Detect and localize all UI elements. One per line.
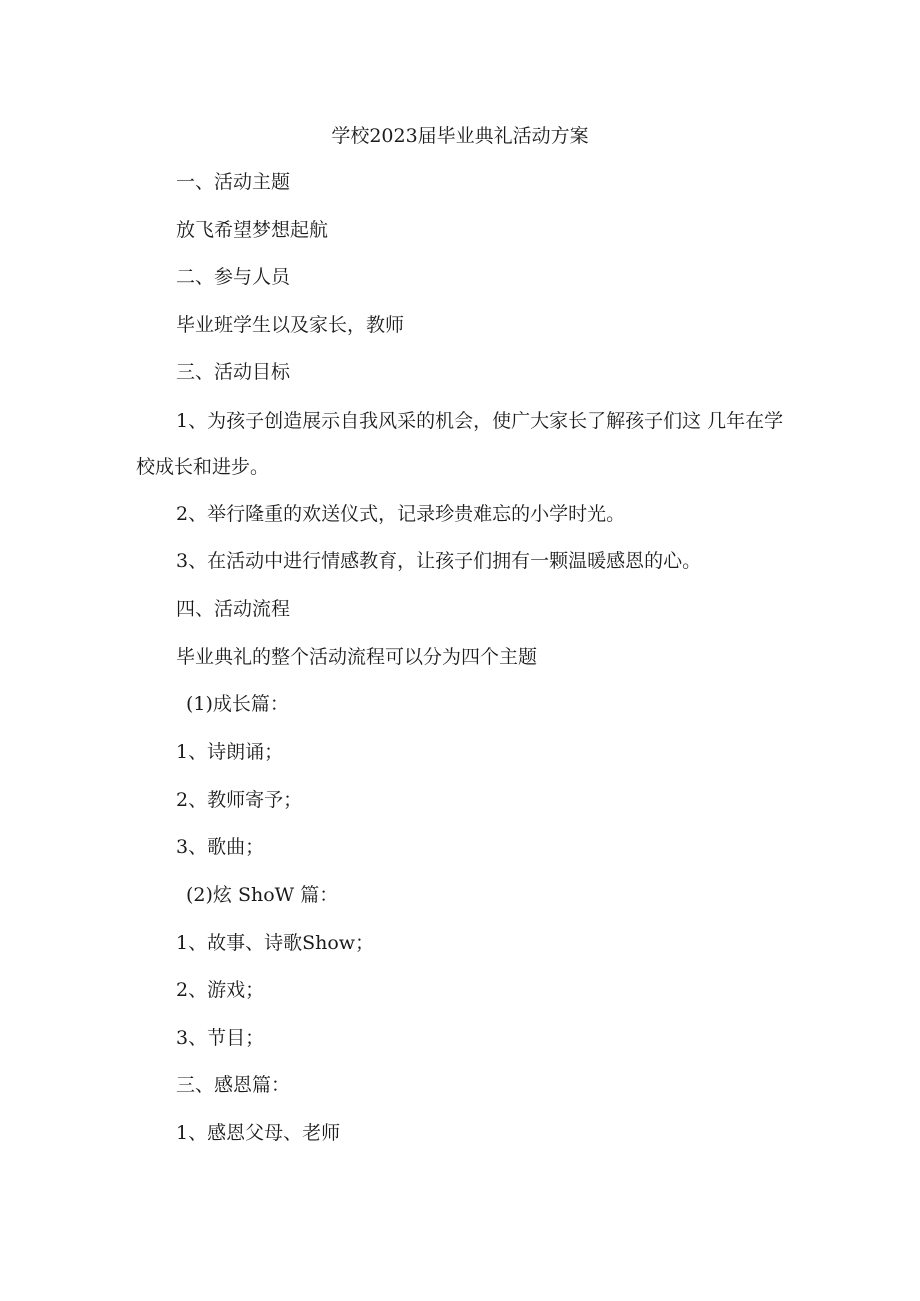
- process-intro: 毕业典礼的整个活动流程可以分为四个主题: [176, 646, 538, 668]
- list-item: 2、教师寄予；: [176, 789, 303, 811]
- section-heading-goals: 三、活动目标: [176, 361, 291, 383]
- section-heading-process: 四、活动流程: [176, 598, 291, 620]
- part-heading-growth: (1)成长篇：: [186, 693, 289, 715]
- list-item: 1、感恩父母、老师: [176, 1122, 341, 1144]
- goal-item-3: 3、在活动中进行情感教育，让孩子们拥有一颗温暖感恩的心。: [176, 550, 702, 572]
- part-heading-show: (2)炫 ShoW 篇：: [186, 884, 339, 906]
- part-heading-gratitude: 三、感恩篇：: [176, 1074, 291, 1096]
- document-title: 学校2023届毕业典礼活动方案: [331, 125, 589, 147]
- list-item: 1、诗朗诵；: [176, 741, 284, 763]
- section-heading-participants: 二、参与人员: [176, 266, 291, 288]
- list-item: 1、故事、诗歌Show；: [176, 932, 375, 954]
- goal-item-2: 2、举行隆重的欢送仪式，记录珍贵难忘的小学时光。: [176, 503, 626, 525]
- section-heading-theme: 一、活动主题: [176, 171, 291, 193]
- goal-item-1: 1、为孩子创造展示自我风采的机会，使广大家长了解孩子们这 几年在学校成长和进步。: [136, 410, 784, 478]
- list-item: 3、歌曲；: [176, 836, 265, 858]
- participants-content: 毕业班学生以及家长，教师: [176, 314, 405, 336]
- theme-content: 放飞希望梦想起航: [176, 219, 329, 241]
- list-item: 2、游戏；: [176, 979, 265, 1001]
- list-item: 3、节目；: [176, 1027, 265, 1049]
